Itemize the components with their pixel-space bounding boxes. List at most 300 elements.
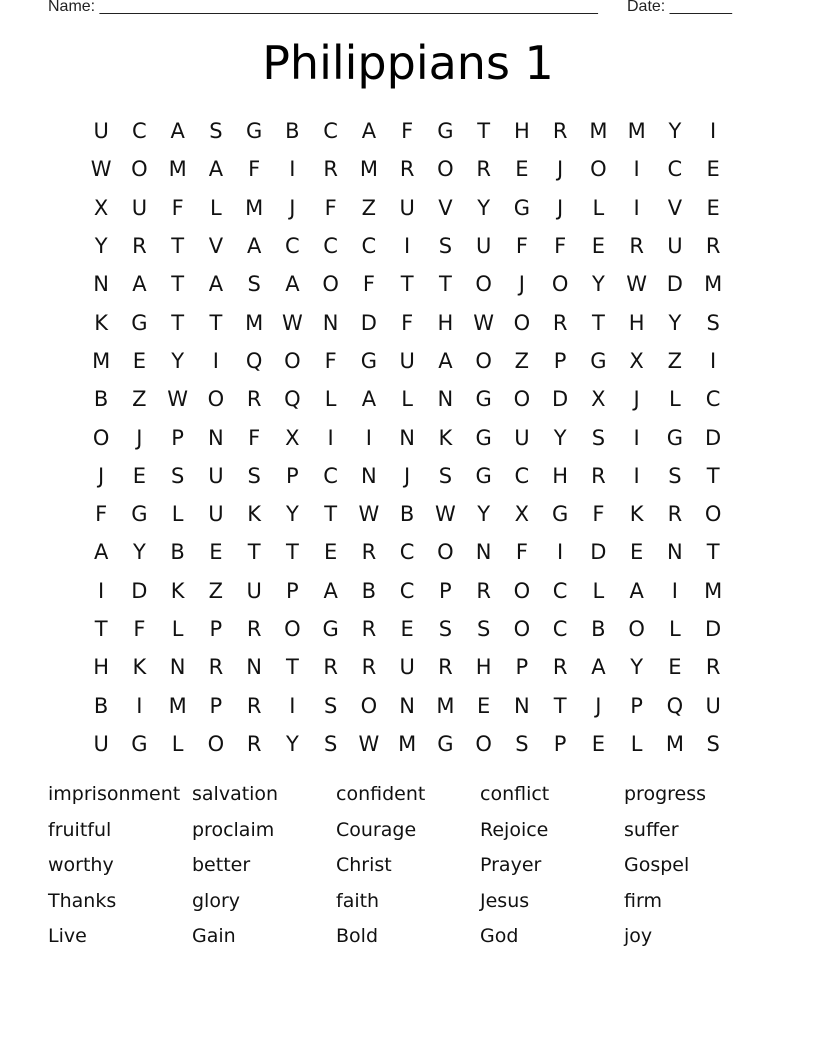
grid-cell[interactable]: A	[93, 540, 109, 565]
grid-cell[interactable]: T	[591, 310, 605, 335]
grid-cell[interactable]: M	[589, 119, 608, 144]
grid-cell[interactable]: M	[245, 310, 264, 335]
grid-cell[interactable]: Y	[553, 425, 567, 450]
grid-cell[interactable]: I	[289, 693, 296, 718]
grid-cell[interactable]: O	[475, 272, 492, 297]
grid-cell[interactable]: F	[171, 195, 184, 220]
grid-cell[interactable]: O	[92, 425, 110, 450]
grid-cell[interactable]: O	[590, 157, 607, 182]
letter-grid	[82, 112, 732, 763]
grid-cell[interactable]: G	[131, 310, 148, 335]
grid-cell[interactable]: A	[285, 272, 300, 297]
grid-cell[interactable]: G	[475, 387, 492, 412]
grid-cell[interactable]: C	[361, 234, 377, 259]
grid-cell[interactable]: Y	[668, 310, 682, 335]
grid-cell[interactable]: L	[669, 617, 681, 641]
grid-cell[interactable]: E	[132, 463, 147, 488]
grid-cell[interactable]: W	[281, 310, 303, 335]
grid-cell[interactable]: A	[629, 578, 644, 603]
grid-cell[interactable]: O	[131, 157, 148, 182]
grid-cell[interactable]: F	[401, 310, 414, 335]
grid-cell[interactable]: Y	[630, 655, 644, 680]
word-list-item: confident	[336, 783, 426, 805]
grid-cell[interactable]: T	[438, 272, 452, 297]
grid-cell[interactable]: J	[136, 425, 143, 450]
grid-cell[interactable]: S	[438, 234, 453, 259]
grid-cell[interactable]: R	[552, 119, 568, 144]
grid-cell[interactable]: R	[361, 655, 377, 680]
grid-cell[interactable]: A	[438, 348, 453, 373]
grid-cell[interactable]: M	[704, 272, 723, 297]
grid-cell[interactable]: C	[323, 119, 338, 144]
grid-cell[interactable]: F	[515, 234, 528, 259]
grid-cell[interactable]: F	[324, 348, 337, 373]
grid-cell[interactable]: I	[710, 119, 717, 144]
grid-cell[interactable]: N	[399, 425, 415, 450]
grid-cell[interactable]: Y	[591, 272, 605, 297]
grid-cell[interactable]: T	[553, 693, 567, 718]
grid-cell[interactable]: L	[401, 387, 413, 412]
grid-cell[interactable]: C	[132, 119, 147, 144]
grid-cell[interactable]: Y	[132, 540, 146, 565]
grid-cell[interactable]: T	[171, 234, 185, 259]
grid-cell[interactable]: J	[595, 693, 602, 718]
grid-cell[interactable]: A	[361, 387, 377, 412]
grid-cell[interactable]: F	[592, 502, 605, 527]
grid-cell[interactable]: C	[399, 540, 415, 565]
grid-cell[interactable]: I	[98, 578, 105, 603]
grid-cell[interactable]: A	[361, 119, 377, 144]
word-list-item: glory	[192, 889, 241, 912]
grid-cell[interactable]: L	[630, 731, 643, 756]
grid-cell[interactable]: W	[434, 502, 456, 527]
grid-cell[interactable]: K	[132, 655, 147, 680]
grid-cell[interactable]: L	[324, 387, 337, 412]
grid-cell[interactable]: Q	[245, 348, 263, 373]
grid-cell[interactable]: S	[591, 425, 606, 450]
grid-cell[interactable]: B	[93, 693, 109, 718]
grid-cell[interactable]: J	[289, 195, 296, 220]
grid-cell[interactable]: S	[706, 731, 720, 756]
grid-cell[interactable]: E	[209, 540, 223, 565]
grid-cell[interactable]: S	[247, 463, 261, 488]
grid-cell[interactable]: S	[476, 617, 491, 641]
word-list-item: Christ	[336, 854, 392, 876]
grid-cell[interactable]: M	[92, 348, 111, 373]
grid-cell[interactable]: D	[360, 310, 377, 335]
grid-cell[interactable]: N	[169, 655, 186, 680]
grid-cell[interactable]: A	[208, 157, 224, 182]
grid-cell[interactable]: N	[208, 425, 224, 450]
grid-cell[interactable]: T	[171, 272, 185, 297]
grid-cell[interactable]: R	[591, 463, 606, 488]
grid-cell[interactable]: U	[399, 655, 415, 680]
grid-cell[interactable]: F	[401, 119, 414, 144]
grid-cell[interactable]: L	[669, 387, 681, 412]
word-list-item: salvation	[192, 783, 279, 805]
grid-cell[interactable]: X	[629, 348, 644, 373]
grid-cell[interactable]: U	[514, 425, 530, 450]
grid-cell[interactable]: I	[289, 157, 296, 182]
grid-cell[interactable]: Y	[94, 234, 108, 259]
grid-cell[interactable]: M	[436, 693, 455, 718]
grid-cell[interactable]: R	[323, 655, 338, 680]
grid-cell[interactable]: B	[361, 578, 377, 603]
grid-cell[interactable]: O	[284, 617, 301, 641]
grid-cell[interactable]: G	[322, 617, 339, 641]
grid-cell[interactable]: G	[360, 348, 378, 373]
grid-cell[interactable]: P	[171, 425, 184, 450]
grid-cell[interactable]: P	[553, 348, 567, 373]
grid-cell[interactable]: N	[93, 272, 109, 297]
grid-cell[interactable]: F	[554, 234, 567, 259]
grid-cell[interactable]: W	[167, 387, 188, 412]
grid-cell[interactable]: S	[706, 310, 720, 335]
grid-cell[interactable]: C	[323, 463, 338, 488]
grid-cell[interactable]: B	[285, 119, 300, 144]
grid-cell[interactable]: I	[633, 425, 640, 450]
grid-cell[interactable]: P	[209, 693, 223, 718]
date-field-label[interactable]: Date: _______	[627, 0, 732, 15]
grid-cell[interactable]: A	[591, 655, 606, 680]
grid-cell[interactable]: H	[513, 119, 530, 144]
grid-cell[interactable]: L	[592, 578, 605, 603]
grid-cell[interactable]: I	[365, 425, 372, 450]
grid-cell[interactable]: I	[633, 463, 640, 488]
word-list-item: firm	[624, 889, 662, 912]
grid-cell[interactable]: G	[437, 119, 454, 144]
grid-cell[interactable]: O	[207, 731, 225, 756]
grid-cell[interactable]: P	[439, 578, 452, 603]
grid-cell[interactable]: J	[98, 463, 105, 488]
grid-cell[interactable]: Z	[208, 578, 224, 603]
grid-cell[interactable]: N	[361, 463, 377, 488]
grid-cell[interactable]: Z	[132, 387, 147, 412]
grid-cell[interactable]: T	[209, 310, 223, 335]
grid-cell[interactable]: N	[437, 387, 454, 412]
grid-cell[interactable]: R	[208, 655, 224, 680]
grid-cell[interactable]: Y	[285, 731, 299, 756]
grid-cell[interactable]: T	[171, 310, 185, 335]
grid-cell[interactable]: O	[437, 157, 454, 182]
grid-cell[interactable]: N	[322, 310, 339, 335]
grid-cell[interactable]: E	[400, 617, 414, 641]
grid-cell[interactable]: S	[323, 693, 338, 718]
grid-cell[interactable]: A	[323, 578, 338, 603]
grid-cell[interactable]: S	[170, 463, 185, 488]
grid-cell[interactable]: O	[207, 387, 225, 412]
word-list	[48, 778, 768, 956]
grid-cell[interactable]: S	[668, 463, 682, 488]
grid-cell[interactable]: O	[628, 617, 645, 641]
name-field-label[interactable]: Name: ________________________________________________________	[48, 0, 598, 15]
grid-cell[interactable]: G	[475, 463, 492, 488]
grid-cell[interactable]: K	[629, 502, 644, 527]
grid-cell[interactable]: M	[245, 195, 264, 220]
grid-cell[interactable]: R	[246, 693, 262, 718]
grid-cell[interactable]: M	[665, 731, 684, 756]
grid-cell[interactable]: V	[438, 195, 453, 220]
grid-cell[interactable]: M	[168, 157, 187, 182]
grid-cell[interactable]: O	[513, 578, 531, 603]
grid-cell[interactable]: L	[210, 195, 222, 220]
grid-cell[interactable]: I	[633, 195, 640, 220]
grid-cell[interactable]: R	[552, 655, 568, 680]
grid-cell[interactable]: D	[705, 617, 722, 641]
grid-cell[interactable]: E	[591, 234, 606, 259]
grid-cell[interactable]: E	[629, 540, 644, 565]
grid-cell[interactable]: Z	[514, 348, 530, 373]
grid-cell[interactable]: L	[171, 731, 184, 756]
grid-cell[interactable]: U	[399, 348, 415, 373]
grid-cell[interactable]: E	[476, 693, 491, 718]
grid-cell[interactable]: J	[633, 387, 640, 412]
grid-cell[interactable]: R	[705, 655, 721, 680]
grid-cell[interactable]: P	[515, 655, 529, 680]
grid-cell[interactable]: Z	[667, 348, 683, 373]
grid-cell[interactable]: E	[132, 348, 147, 373]
grid-cell[interactable]: F	[515, 540, 528, 565]
grid-cell[interactable]: B	[591, 617, 606, 641]
grid-cell[interactable]: O	[322, 272, 339, 297]
grid-cell[interactable]: T	[247, 540, 261, 565]
grid-cell[interactable]: R	[246, 731, 262, 756]
grid-cell[interactable]: U	[246, 578, 262, 603]
grid-cell[interactable]: T	[706, 540, 720, 565]
grid-cell[interactable]: R	[361, 617, 377, 641]
grid-cell[interactable]: R	[438, 655, 453, 680]
grid-cell[interactable]: U	[399, 195, 415, 220]
grid-cell[interactable]: N	[246, 655, 262, 680]
grid-cell[interactable]: B	[170, 540, 185, 565]
grid-cell[interactable]: U	[93, 731, 109, 756]
grid-cell[interactable]: O	[513, 387, 531, 412]
grid-cell[interactable]: P	[553, 731, 567, 756]
grid-cell[interactable]: M	[168, 693, 187, 718]
grid-cell[interactable]: W	[358, 502, 380, 527]
grid-cell[interactable]: J	[404, 463, 411, 488]
grid-cell[interactable]: Q	[666, 693, 684, 718]
grid-cell[interactable]: O	[475, 731, 492, 756]
grid-cell[interactable]: Y	[285, 502, 299, 527]
grid-cell[interactable]: L	[171, 502, 184, 527]
grid-cell[interactable]: R	[552, 310, 568, 335]
grid-cell[interactable]: O	[704, 502, 722, 527]
grid-cell[interactable]: P	[209, 617, 223, 641]
grid-cell[interactable]: R	[132, 234, 147, 259]
grid-cell[interactable]: P	[286, 463, 299, 488]
grid-cell[interactable]: S	[247, 272, 261, 297]
word-list-item: imprisonment	[48, 783, 181, 805]
grid-cell[interactable]: G	[131, 502, 148, 527]
grid-cell[interactable]: J	[518, 272, 525, 297]
grid-cell[interactable]: U	[475, 234, 492, 259]
grid-cell[interactable]: I	[404, 234, 411, 259]
grid-cell[interactable]: R	[705, 234, 721, 259]
grid-cell[interactable]: M	[704, 578, 723, 603]
grid-cell[interactable]: G	[475, 425, 492, 450]
grid-cell[interactable]: T	[400, 272, 414, 297]
grid-cell[interactable]: R	[476, 157, 491, 182]
grid-cell[interactable]: D	[552, 387, 569, 412]
grid-cell[interactable]: W	[90, 157, 112, 182]
grid-cell[interactable]: E	[591, 731, 606, 756]
grid-cell[interactable]: O	[513, 617, 531, 641]
grid-cell[interactable]: E	[515, 157, 529, 182]
grid-cell[interactable]: K	[170, 578, 185, 603]
grid-cell[interactable]: D	[666, 272, 683, 297]
grid-cell[interactable]: A	[246, 234, 262, 259]
grid-cell[interactable]: I	[327, 425, 334, 450]
grid-cell[interactable]: R	[476, 578, 491, 603]
grid-cell[interactable]: H	[628, 310, 645, 335]
grid-cell[interactable]: C	[705, 387, 721, 412]
grid-cell[interactable]: C	[323, 234, 338, 259]
grid-cell[interactable]: I	[212, 348, 219, 373]
grid-cell[interactable]: A	[208, 272, 224, 297]
grid-cell[interactable]: M	[627, 119, 646, 144]
grid-cell[interactable]: U	[93, 119, 109, 144]
grid-cell[interactable]: Z	[361, 195, 377, 220]
grid-cell[interactable]: R	[399, 157, 415, 182]
grid-cell[interactable]: X	[285, 425, 300, 450]
grid-cell[interactable]: G	[131, 731, 148, 756]
grid-cell[interactable]: I	[710, 348, 717, 373]
grid-cell[interactable]: I	[633, 157, 640, 182]
grid-cell[interactable]: D	[131, 578, 148, 603]
grid-cell[interactable]: G	[666, 425, 684, 450]
grid-cell[interactable]: O	[284, 348, 301, 373]
grid-cell[interactable]: C	[667, 157, 683, 182]
grid-cell[interactable]: O	[475, 348, 492, 373]
grid-cell[interactable]: F	[95, 502, 108, 527]
grid-cell[interactable]: M	[398, 731, 417, 756]
grid-cell[interactable]: G	[590, 348, 607, 373]
grid-cell[interactable]: N	[399, 693, 415, 718]
grid-cell[interactable]: W	[473, 310, 494, 335]
grid-cell[interactable]: O	[551, 272, 569, 297]
grid-cell[interactable]: C	[552, 617, 568, 641]
grid-cell[interactable]: C	[514, 463, 530, 488]
grid-cell[interactable]: F	[248, 425, 261, 450]
grid-cell[interactable]: J	[557, 157, 564, 182]
grid-cell[interactable]: U	[705, 693, 721, 718]
grid-cell[interactable]: C	[552, 578, 568, 603]
grid-cell[interactable]: S	[323, 731, 338, 756]
grid-cell[interactable]: I	[136, 693, 143, 718]
grid-cell[interactable]: E	[706, 157, 720, 182]
grid-cell[interactable]: H	[93, 655, 110, 680]
grid-cell[interactable]: O	[513, 310, 531, 335]
grid-cell[interactable]: T	[706, 463, 720, 488]
grid-cell[interactable]: S	[438, 463, 453, 488]
grid-cell[interactable]: U	[208, 463, 224, 488]
grid-cell[interactable]: U	[208, 502, 224, 527]
grid-cell[interactable]: Y	[477, 195, 491, 220]
grid-cell[interactable]: U	[667, 234, 683, 259]
grid-cell[interactable]: F	[362, 272, 375, 297]
grid-cell[interactable]: L	[592, 195, 605, 220]
grid-cell[interactable]: I	[557, 540, 564, 565]
grid-cell[interactable]: H	[552, 463, 569, 488]
grid-cell[interactable]: W	[626, 272, 647, 297]
grid-cell[interactable]: X	[93, 195, 109, 220]
grid-cell[interactable]: F	[324, 195, 337, 220]
grid-cell[interactable]: P	[286, 578, 299, 603]
grid-cell[interactable]: D	[590, 540, 607, 565]
grid-cell[interactable]: G	[437, 731, 454, 756]
grid-cell[interactable]: O	[437, 540, 454, 565]
grid-cell[interactable]: H	[437, 310, 454, 335]
grid-cell[interactable]: A	[132, 272, 147, 297]
grid-cell[interactable]: S	[438, 617, 453, 641]
grid-cell[interactable]: E	[668, 655, 682, 680]
grid-cell[interactable]: X	[514, 502, 530, 527]
grid-cell[interactable]: A	[170, 119, 185, 144]
grid-cell[interactable]: M	[359, 157, 378, 182]
grid-cell[interactable]: N	[514, 693, 530, 718]
grid-cell[interactable]: F	[133, 617, 146, 641]
grid-cell[interactable]: I	[671, 578, 678, 603]
grid-cell[interactable]: R	[667, 502, 683, 527]
grid-cell[interactable]: V	[667, 195, 683, 220]
grid-cell[interactable]: H	[475, 655, 492, 680]
grid-cell[interactable]: R	[246, 617, 262, 641]
grid-cell[interactable]: Q	[284, 387, 301, 412]
grid-cell[interactable]: C	[399, 578, 415, 603]
grid-cell[interactable]: F	[248, 157, 261, 182]
grid-cell[interactable]: Y	[477, 502, 491, 527]
grid-cell[interactable]: G	[245, 119, 263, 144]
grid-cell[interactable]: T	[285, 655, 299, 680]
grid-cell[interactable]: U	[131, 195, 148, 220]
grid-cell[interactable]: T	[477, 119, 491, 144]
grid-cell[interactable]: X	[591, 387, 606, 412]
grid-cell[interactable]: W	[358, 731, 380, 756]
grid-cell[interactable]: R	[361, 540, 377, 565]
grid-cell[interactable]: R	[629, 234, 644, 259]
grid-cell[interactable]: N	[667, 540, 683, 565]
grid-cell[interactable]: E	[706, 195, 720, 220]
grid-cell[interactable]: C	[285, 234, 300, 259]
grid-cell[interactable]: R	[323, 157, 338, 182]
grid-cell[interactable]: J	[557, 195, 564, 220]
grid-cell[interactable]: E	[323, 540, 338, 565]
grid-cell[interactable]: T	[285, 540, 299, 565]
word-list-item: faith	[336, 889, 380, 912]
grid-cell[interactable]: T	[94, 617, 108, 641]
grid-cell[interactable]: R	[246, 387, 262, 412]
grid-cell[interactable]: G	[551, 502, 569, 527]
grid-cell[interactable]: K	[247, 502, 262, 527]
grid-cell[interactable]: K	[438, 425, 453, 450]
grid-cell[interactable]: B	[93, 387, 109, 412]
grid-cell[interactable]: Y	[668, 119, 682, 144]
grid-cell[interactable]: S	[515, 731, 529, 756]
grid-cell[interactable]: N	[475, 540, 492, 565]
grid-cell[interactable]: D	[705, 425, 722, 450]
grid-cell[interactable]: P	[630, 693, 643, 718]
grid-cell[interactable]: S	[209, 119, 223, 144]
grid-cell[interactable]: G	[513, 195, 531, 220]
grid-cell[interactable]: K	[94, 310, 109, 335]
grid-cell[interactable]: O	[360, 693, 378, 718]
grid-cell[interactable]: B	[399, 502, 415, 527]
grid-cell[interactable]: V	[208, 234, 224, 259]
grid-cell[interactable]: T	[324, 502, 338, 527]
grid-cell[interactable]: L	[171, 617, 184, 641]
grid-cell[interactable]: Y	[171, 348, 185, 373]
